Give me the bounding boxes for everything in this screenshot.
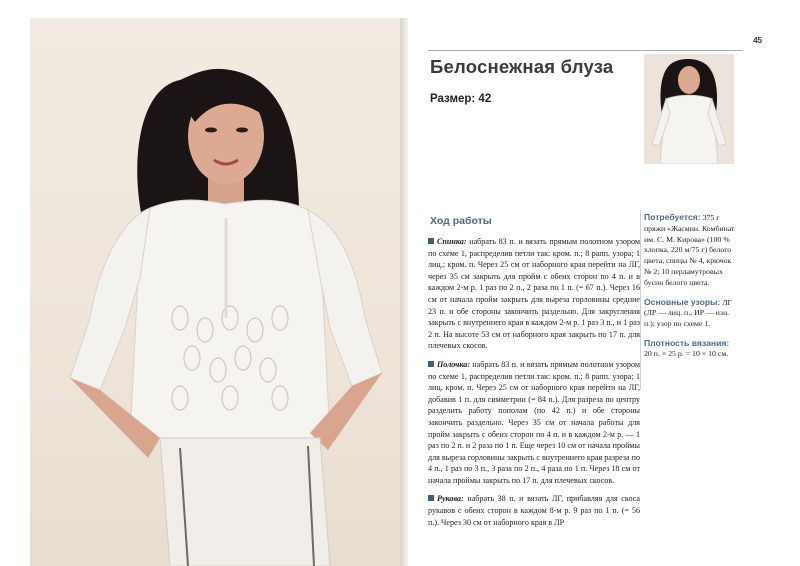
thumbnail-illustration	[644, 54, 734, 164]
materials-text: 375 г пряжи «Жасмин. Комбинат им. С. М. Кирова» (100 % хлопка, 220 м/75 г) белого цвета, спицы № 4, крючок № 2; 10 перламутровых бусин белого цвета.	[644, 213, 735, 287]
model-photo	[30, 18, 400, 566]
page-number: 45	[753, 36, 762, 45]
top-rule	[428, 50, 743, 51]
page-title: Белоснежная блуза	[430, 56, 614, 77]
paragraph-front	[428, 359, 640, 487]
square-bullet-icon	[428, 495, 434, 501]
paragraph-body: набрать 38 п. и вязать ЛГ, прибавляя для скоса рукавов с обеих сторон в каждом 8-м р. 9 раз по 1 п. (= 56 п.). Через 30 см от наборного края в ЛР	[428, 494, 640, 527]
square-bullet-icon	[428, 361, 434, 367]
book-gutter	[400, 18, 408, 566]
work-heading: Ход работы	[430, 215, 492, 227]
instructions-text	[428, 236, 640, 535]
patterns-text: ЛГ (ЛР — лиц. п., ИР — изн. п.); узор по схеме 1.	[644, 297, 733, 329]
materials-block	[644, 212, 739, 289]
patterns-heading: Основные узоры:	[644, 296, 721, 307]
density-text: 20 п. × 25 р. = 10 × 10 см.	[644, 348, 729, 358]
density-heading: Плотность вязания:	[644, 337, 730, 348]
paragraph-lead: Рукава:	[437, 494, 464, 504]
size-line: Размер: 42	[430, 93, 492, 105]
paragraph-body: набрать 83 п. и вязать прямым полотном узором по схеме 1, распределив петли так: кром. п.; 8 рапп. узора; 1 лиц. кром. п. Через 25 см от наборного края перейти на ЛГ, добавив 1 п. для симметрии (= 84 п.). Для разреза по центру разделить работу пополам (по 42 п.) и обе стороны закончить раздельно. Через 35 см от начала работы для пройм закрыть с обеих сторон по 4 п. и в каждом 2-м р. — 1 раз по 2 п. и 2 раза по 1 п. Еще через 10 см от начала проймы для выреза горловины закрыть с внутреннего края разреза по 4 п., 1 раз по 3 п., 3 раза по 2 п., 4 раза по 1 п. Через 18 см от начала проймы закрыть по 17 п. для плечевых скосов.	[428, 359, 640, 485]
paragraph-sleeves	[428, 493, 640, 528]
paragraph-lead: Спинка:	[437, 237, 467, 246]
thumbnail-photo	[644, 54, 734, 164]
square-bullet-icon	[428, 238, 434, 244]
paragraph-body: набрать 83 п. и вязать прямым полотном узором по схеме 1, распределив петли так: кром. п.; 8 рапп. узора; 1 лиц.; кром. п. Через 25 см от наборного края перейти на ЛГ, через 35 см закрыть для пройм с обеих сторон по 4 п. и в каждом 2-м р. 1 раз по 2 п., 2 раза по 1 п. (= 67 п.). Через 16 см от начала пройм закрыть для выреза горловины средние 23 п. и обе стороны закончить раздельно. Для закругления закрыть с внутреннего края в каждом 2-м р. 1 раз 3 п., и 1 раз 2 п. На высоте 53 см от наборного края закрыть по 17 п. для плечевых скосов.	[428, 237, 640, 351]
sidebar-rule	[640, 210, 641, 390]
patterns-block	[644, 297, 739, 330]
paragraph-lead: Полочка:	[437, 359, 471, 369]
materials-heading: Потребуется:	[644, 212, 701, 222]
paragraph-back	[428, 236, 640, 352]
model-illustration	[30, 18, 400, 566]
density-block	[644, 338, 739, 360]
sidebar	[644, 212, 739, 368]
text-page	[408, 18, 770, 566]
